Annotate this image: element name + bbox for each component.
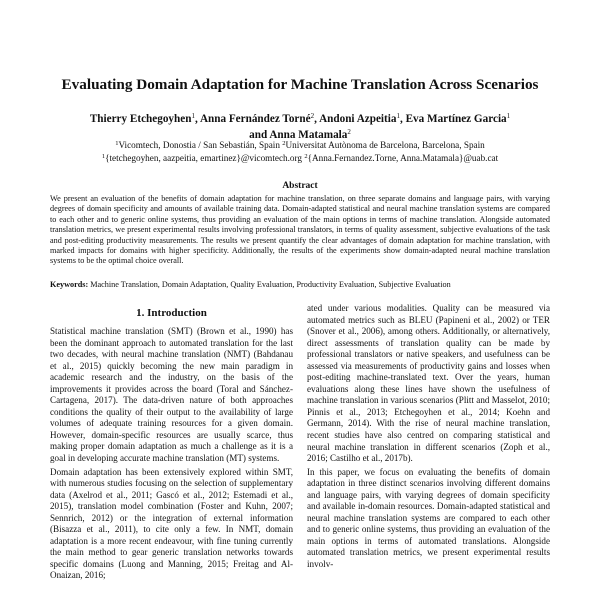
author-name: Eva Martínez Garcia — [405, 113, 507, 125]
keywords — [50, 280, 550, 290]
paragraph: Domain adaptation has been extensively explored within SMT, with numerous studies focusing on the selection of supplementary data (Axelrod et al., 2011; Gascó et al., 2012; Estemadi et al., 2015), translation model combination (Foster and Kuhn, 2007; Sennrich, 2012) or the integration of external information (Bisazza et al., 2011), to cite only a few. In NMT, domain adaptation is a more recent endeavour, with fine tuning currently the main method to gear generic translation networks towards specific domains (Luong and Manning, 2015; Freitag and Al-Onaizan, 2016; — [50, 466, 293, 581]
author-name: Anna Fernández Torné — [199, 113, 311, 125]
paper-title: Evaluating Domain Adaptation for Machine Translation Across Scenarios — [61, 76, 539, 93]
abstract-text: We present an evaluation of the benefits of domain adaptation for machine translation, on three separate domains and language pairs, with varying degrees of domain specificity and amounts of available training data. Domain-adapted statistical and neural machine translation systems are compared to each other and to generic online systems, thus providing an evaluation of the main options in terms of machine translation. Alongside automated translation metrics, we present experimental results involving professional translators, in terms of quality assessment, subjective evaluations of the task and post-editing productivity measurements. The results we present quantify the clear advantages of domain adaptation for machine translation, with marked impacts for domains with higher specificity. Additionally, the results of the experiments show domain-adapted neural machine translation systems to be the optimal choice overall. — [50, 194, 550, 266]
affiliation-2: Universitat Autònoma de Barcelona, Barcelona, Spain — [285, 140, 485, 150]
affiliation-line: $^1$Vicomtech, Donostia / San Sebastián, Spain $^2$Universitat Autònoma de Barcelona, Barcelona, Spain — [115, 140, 485, 150]
author-affiliation-mark: 1 — [506, 112, 511, 120]
author-name: and Anna Matamala — [249, 129, 348, 141]
author-affiliation-mark: 1 — [191, 112, 195, 120]
emails-2: {Anna.Fernandez.Torne, Anna.Matamala}@uab.cat — [307, 153, 499, 163]
author-affiliation-mark: 1 — [396, 112, 400, 120]
affiliation-1: Vicomtech, Donostia / San Sebastián, Spain — [118, 140, 280, 150]
author-name: Andoni Azpeitia — [319, 113, 397, 125]
keywords-list: Machine Translation, Domain Adaptation, Quality Evaluation, Productivity Evaluation, Subjective Evaluation — [90, 280, 451, 289]
keywords-label: Keywords: — [50, 280, 89, 289]
affiliations — [30, 138, 570, 164]
section-heading-introduction: 1. Introduction — [136, 307, 207, 319]
author-affiliation-mark: 2 — [310, 112, 315, 120]
left-column — [50, 326, 293, 600]
paragraph: In this paper, we focus on evaluating the benefits of domain adaptation in three distinct scenarios involving different domains and language pairs, with varying degrees of domain specificity and available in-domain resources. Domain-adapted statistical and neural machine translation systems are compared to each other and to generic online systems, thus providing an evaluation of the main options in terms of automated translations. Alongside automated translation metrics, we present experimental results involv- — [307, 466, 550, 570]
paragraph: Statistical machine translation (SMT) (Brown et al., 1990) has been the dominant approach to automated translation for the last two decades, with neural machine translation (NMT) (Bahdanau et al., 2015) quickly becoming the new main paradigm in academic research and the industry, on the basis of the improvements it provides across the board (Toral and Sánchez-Cartagena, 2017). The data-driven nature of both approaches conditions the quality of their output to the availability of large volumes of adequate training resources for a given domain. However, domain-specific resources are usually scarce, thus making proper domain adaptation as much a challenge as it is a goal in developing accurate machine translation (MT) systems. — [50, 326, 293, 464]
author-list: Thierry Etchegoyhen$^1$, Anna Fernández Torné$^2$, Andoni Azpeitia$^1$, Eva Martínez Garcia$^1$ and Anna Matamala$^2$ — [89, 112, 511, 141]
emails-1: {tetchegoyhen, aazpeitia, emartinez}@vicomtech.org — [105, 153, 303, 163]
abstract-heading: Abstract — [282, 181, 318, 191]
author-affiliation-mark: 2 — [347, 128, 351, 136]
right-column — [307, 303, 550, 600]
paragraph: ated under various modalities. Quality can be measured via automated metrics such as BLEU (Papineni et al., 2002) or TER (Snover et al., 2006), among others. Additionally, or alternatively, direct assessments of translation quality can be made by professional translators or native speakers, and usefulness can be assessed via measurements of productivity gains and losses when post-editing machine-translated text. Over the years, human evaluations along these lines have shown the usefulness of machine translation in various scenarios (Plitt and Masselot, 2010; Pinnis et al., 2013; Etchegoyhen et al., 2014; Koehn and Germann, 2014). With the rise of neural machine translation, recent studies have also centred on comparing statistical and neural machine translation in different scenarios (Zoph et al., 2016; Castilho et al., 2017b). — [307, 303, 550, 464]
author-name: Thierry Etchegoyhen — [89, 113, 192, 125]
email-line: $^1${tetchegoyhen, aazpeitia, emartinez}@vicomtech.org $^2${Anna.Fernandez.Torne, Anna.Matamala}@uab.cat — [101, 153, 499, 163]
